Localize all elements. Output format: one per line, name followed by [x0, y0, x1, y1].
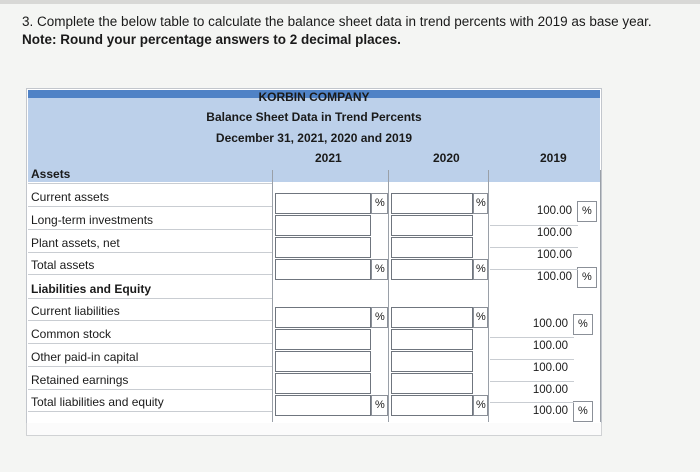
value-2019-long-term-investments: 100.00 — [536, 227, 572, 239]
input-2021-current-assets[interactable] — [275, 193, 371, 214]
row-label-liabilities-equity: Liabilities and Equity — [31, 282, 152, 296]
table-footer-strip — [26, 423, 602, 436]
value-2019-common-stock: 100.00 — [532, 340, 568, 352]
question-text: 3. Complete the below table to calculate the balance sheet data in trend percents with 2019 as base year. — [22, 14, 652, 29]
value-2019-current-liabilities: 100.00 — [532, 318, 568, 330]
percent-sign: % — [578, 405, 588, 417]
value-2019-plant-assets: 100.00 — [536, 249, 572, 261]
row-label-assets: Assets — [31, 167, 71, 181]
input-2020-long-term-investments[interactable] — [391, 215, 473, 236]
percent-sign: % — [375, 311, 385, 323]
row-divider — [28, 343, 272, 344]
row-label-total-assets: Total assets — [31, 258, 95, 272]
input-2020-total-assets[interactable] — [391, 259, 473, 280]
input-2020-total-liabilities-equity[interactable] — [391, 395, 473, 416]
input-2020-common-stock[interactable] — [391, 329, 473, 350]
percent-box — [573, 401, 593, 422]
input-2020-other-paid-in-capital[interactable] — [391, 351, 473, 372]
top-divider — [0, 0, 700, 4]
row-divider — [28, 229, 272, 230]
trend-percent-table — [26, 88, 602, 424]
value-divider — [490, 269, 578, 270]
row-divider — [28, 183, 272, 184]
input-2020-current-liabilities[interactable] — [391, 307, 473, 328]
value-divider — [490, 402, 574, 403]
percent-sign: % — [375, 263, 385, 275]
row-label-current-liabilities: Current liabilities — [31, 304, 120, 318]
row-label-retained-earnings: Retained earnings — [31, 373, 129, 387]
value-divider — [490, 359, 574, 360]
value-2019-current-assets: 100.00 — [536, 205, 572, 217]
row-divider — [28, 411, 272, 412]
question-note: Note: Round your percentage answers to 2 decimal places. — [22, 32, 401, 47]
row-divider — [28, 298, 272, 299]
value-divider — [490, 225, 578, 226]
row-label-total-liabilities-equity: Total liabilities and equity — [31, 395, 164, 409]
percent-sign: % — [582, 205, 592, 217]
column-divider — [600, 170, 601, 422]
row-divider — [28, 274, 272, 275]
table-title: Balance Sheet Data in Trend Percents — [206, 110, 422, 124]
percent-sign: % — [476, 311, 486, 323]
input-2021-long-term-investments[interactable] — [275, 215, 371, 236]
value-divider — [490, 247, 578, 248]
input-2021-total-liabilities-equity[interactable] — [275, 395, 371, 416]
row-label-current-assets: Current assets — [31, 190, 110, 204]
input-2020-plant-assets[interactable] — [391, 237, 473, 258]
row-divider — [28, 252, 272, 253]
percent-box — [473, 307, 488, 328]
input-2020-current-assets[interactable] — [391, 193, 473, 214]
percent-sign: % — [582, 271, 592, 283]
year-2020-header: 2020 — [433, 151, 460, 165]
percent-box — [371, 307, 388, 328]
percent-box — [473, 395, 488, 416]
percent-box — [473, 259, 488, 280]
year-2021-header: 2021 — [315, 151, 342, 165]
percent-sign: % — [476, 197, 486, 209]
input-2021-other-paid-in-capital[interactable] — [275, 351, 371, 372]
input-2021-current-liabilities[interactable] — [275, 307, 371, 328]
row-label-long-term-investments: Long-term investments — [31, 213, 154, 227]
percent-box — [577, 201, 597, 222]
row-label-common-stock: Common stock — [31, 327, 112, 341]
value-2019-other-paid-in-capital: 100.00 — [532, 362, 568, 374]
percent-sign: % — [375, 399, 385, 411]
value-2019-total-liabilities-equity: 100.00 — [532, 405, 568, 417]
percent-sign: % — [476, 399, 486, 411]
row-label-plant-assets: Plant assets, net — [31, 236, 120, 250]
row-label-other-paid-in-capital: Other paid-in capital — [31, 350, 139, 364]
percent-box — [371, 259, 388, 280]
column-divider — [488, 170, 489, 422]
row-divider — [28, 206, 272, 207]
row-divider — [28, 320, 272, 321]
value-divider — [490, 337, 574, 338]
company-name: KORBIN COMPANY — [258, 90, 370, 104]
column-divider — [272, 170, 273, 422]
input-2021-plant-assets[interactable] — [275, 237, 371, 258]
table-period: December 31, 2021, 2020 and 2019 — [215, 131, 413, 145]
year-2019-header: 2019 — [540, 151, 567, 165]
percent-box — [371, 395, 388, 416]
percent-sign: % — [476, 263, 486, 275]
percent-box — [371, 193, 388, 214]
percent-box — [573, 314, 593, 335]
input-2021-retained-earnings[interactable] — [275, 373, 371, 394]
value-divider — [490, 381, 574, 382]
row-divider — [28, 366, 272, 367]
percent-box — [577, 267, 597, 288]
percent-box — [473, 193, 488, 214]
input-2020-retained-earnings[interactable] — [391, 373, 473, 394]
percent-sign: % — [375, 197, 385, 209]
row-divider — [28, 389, 272, 390]
value-2019-total-assets: 100.00 — [536, 271, 572, 283]
value-2019-retained-earnings: 100.00 — [532, 384, 568, 396]
input-2021-common-stock[interactable] — [275, 329, 371, 350]
column-divider — [388, 170, 389, 422]
input-2021-total-assets[interactable] — [275, 259, 371, 280]
percent-sign: % — [578, 318, 588, 330]
